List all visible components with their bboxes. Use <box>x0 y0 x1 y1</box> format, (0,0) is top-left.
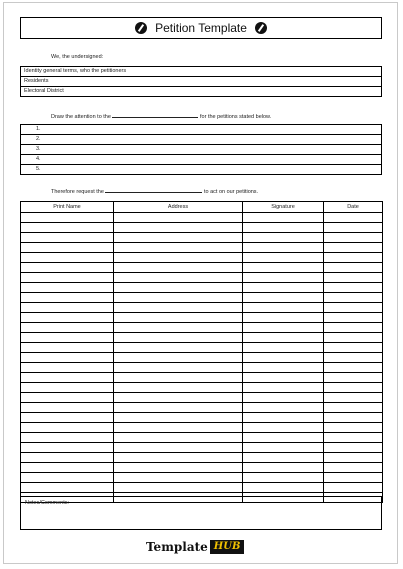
petition-item[interactable]: 4. <box>21 155 382 165</box>
petition-item[interactable]: 2. <box>21 135 382 145</box>
table-row <box>21 343 383 353</box>
info-row[interactable]: Identity general terms, who the petitioners <box>21 67 382 77</box>
signature-cell[interactable] <box>243 263 324 273</box>
petition-item[interactable]: 1. <box>21 125 382 135</box>
address-cell[interactable] <box>114 353 243 363</box>
notes-box[interactable] <box>20 496 382 530</box>
recipient-blank[interactable] <box>112 112 198 118</box>
signature-cell[interactable] <box>243 363 324 373</box>
address-cell[interactable] <box>114 443 243 453</box>
petition-item[interactable]: 5. <box>21 165 382 175</box>
print-name-cell[interactable] <box>21 233 114 243</box>
table-row <box>21 463 383 473</box>
table-row <box>21 453 383 463</box>
date-cell[interactable] <box>324 363 383 373</box>
table-row <box>21 263 383 273</box>
address-cell[interactable] <box>114 433 243 443</box>
request-line <box>51 187 258 195</box>
date-cell[interactable] <box>324 423 383 433</box>
date-cell[interactable] <box>324 233 383 243</box>
table-row <box>21 323 383 333</box>
signature-cell[interactable] <box>243 223 324 233</box>
signature-cell[interactable] <box>243 213 324 223</box>
table-row <box>21 233 383 243</box>
column-header-print-name: Print Name <box>21 202 114 213</box>
print-name-cell[interactable] <box>21 293 114 303</box>
date-cell[interactable] <box>324 393 383 403</box>
address-cell[interactable] <box>114 343 243 353</box>
print-name-cell[interactable] <box>21 303 114 313</box>
table-row <box>21 433 383 443</box>
draw-attention-line <box>51 112 271 120</box>
logo-badge: HUB <box>210 540 245 554</box>
notes-label: Notes/Comments: <box>25 500 70 506</box>
print-name-cell[interactable] <box>21 423 114 433</box>
print-name-cell[interactable] <box>21 273 114 283</box>
table-row <box>21 333 383 343</box>
column-header-signature: Signature <box>243 202 324 213</box>
address-cell[interactable] <box>114 273 243 283</box>
print-name-cell[interactable] <box>21 263 114 273</box>
signature-cell[interactable] <box>243 383 324 393</box>
print-name-cell[interactable] <box>21 393 114 403</box>
address-cell[interactable] <box>114 403 243 413</box>
petition-item[interactable]: 3. <box>21 145 382 155</box>
table-row <box>21 313 383 323</box>
authority-blank[interactable] <box>105 187 202 193</box>
signature-cell[interactable] <box>243 433 324 443</box>
signature-cell[interactable] <box>243 343 324 353</box>
date-cell[interactable] <box>324 243 383 253</box>
column-header-date: Date <box>324 202 383 213</box>
table-row <box>21 483 383 493</box>
date-cell[interactable] <box>324 253 383 263</box>
table-row <box>21 413 383 423</box>
title-box <box>20 17 382 39</box>
address-cell[interactable] <box>114 313 243 323</box>
print-name-cell[interactable] <box>21 313 114 323</box>
address-cell[interactable] <box>114 253 243 263</box>
address-cell[interactable] <box>114 473 243 483</box>
signature-cell[interactable] <box>243 333 324 343</box>
address-cell[interactable] <box>114 463 243 473</box>
address-cell[interactable] <box>114 383 243 393</box>
signature-cell[interactable] <box>243 233 324 243</box>
address-cell[interactable] <box>114 413 243 423</box>
table-row <box>21 293 383 303</box>
pen-icon <box>135 22 147 34</box>
print-name-cell[interactable] <box>21 223 114 233</box>
date-cell[interactable] <box>324 303 383 313</box>
date-cell[interactable] <box>324 463 383 473</box>
request-before: Therefore request the <box>51 189 104 195</box>
table-row <box>21 383 383 393</box>
page-title: Petition Template <box>155 21 247 35</box>
address-cell[interactable] <box>114 333 243 343</box>
address-cell[interactable] <box>114 263 243 273</box>
draw-attention-after: for the petitions stated below. <box>200 114 272 120</box>
signature-cell[interactable] <box>243 373 324 383</box>
print-name-cell[interactable] <box>21 353 114 363</box>
date-cell[interactable] <box>324 263 383 273</box>
logo-word: Template <box>146 540 208 554</box>
table-row <box>21 403 383 413</box>
date-cell[interactable] <box>324 453 383 463</box>
signature-cell[interactable] <box>243 313 324 323</box>
address-cell[interactable] <box>114 213 243 223</box>
print-name-cell[interactable] <box>21 363 114 373</box>
print-name-cell[interactable] <box>21 473 114 483</box>
print-name-cell[interactable] <box>21 213 114 223</box>
templatehub-logo <box>146 538 244 556</box>
table-row <box>21 353 383 363</box>
table-row <box>21 423 383 433</box>
signature-cell[interactable] <box>243 253 324 263</box>
date-cell[interactable] <box>324 333 383 343</box>
signature-cell[interactable] <box>243 273 324 283</box>
request-after: to act on our petitions. <box>203 189 259 195</box>
signature-cell[interactable] <box>243 413 324 423</box>
signature-cell[interactable] <box>243 403 324 413</box>
info-row[interactable]: Residents <box>21 77 382 87</box>
print-name-cell[interactable] <box>21 343 114 353</box>
print-name-cell[interactable] <box>21 253 114 263</box>
signature-cell[interactable] <box>243 453 324 463</box>
column-header-address: Address <box>114 202 243 213</box>
table-row <box>21 223 383 233</box>
signature-cell[interactable] <box>243 323 324 333</box>
print-name-cell[interactable] <box>21 413 114 423</box>
address-cell[interactable] <box>114 323 243 333</box>
print-name-cell[interactable] <box>21 483 114 493</box>
date-cell[interactable] <box>324 353 383 363</box>
print-name-cell[interactable] <box>21 323 114 333</box>
print-name-cell[interactable] <box>21 243 114 253</box>
print-name-cell[interactable] <box>21 373 114 383</box>
signature-cell[interactable] <box>243 353 324 363</box>
table-row <box>21 213 383 223</box>
address-cell[interactable] <box>114 233 243 243</box>
address-cell[interactable] <box>114 373 243 383</box>
address-cell[interactable] <box>114 423 243 433</box>
print-name-cell[interactable] <box>21 283 114 293</box>
date-cell[interactable] <box>324 343 383 353</box>
signature-cell[interactable] <box>243 473 324 483</box>
print-name-cell[interactable] <box>21 443 114 453</box>
intro-text: We, the undersigned: <box>51 54 104 60</box>
date-cell[interactable] <box>324 403 383 413</box>
address-cell[interactable] <box>114 363 243 373</box>
draw-attention-before: Draw the attention to the <box>51 114 111 120</box>
signature-cell[interactable] <box>243 483 324 493</box>
table-row <box>21 363 383 373</box>
signature-cell[interactable] <box>243 303 324 313</box>
table-row <box>21 253 383 263</box>
date-cell[interactable] <box>324 323 383 333</box>
petition-items-table <box>20 124 382 175</box>
date-cell[interactable] <box>324 213 383 223</box>
table-row <box>21 273 383 283</box>
info-row[interactable]: Electoral District <box>21 87 382 97</box>
print-name-cell[interactable] <box>21 333 114 343</box>
petitioner-info-table <box>20 66 382 97</box>
date-cell[interactable] <box>324 483 383 493</box>
date-cell[interactable] <box>324 433 383 443</box>
signature-cell[interactable] <box>243 463 324 473</box>
date-cell[interactable] <box>324 223 383 233</box>
table-row <box>21 393 383 403</box>
table-row <box>21 283 383 293</box>
signature-table-body <box>21 213 383 503</box>
address-cell[interactable] <box>114 393 243 403</box>
date-cell[interactable] <box>324 313 383 323</box>
signature-cell[interactable] <box>243 293 324 303</box>
table-row <box>21 373 383 383</box>
pen-icon <box>255 22 267 34</box>
date-cell[interactable] <box>324 293 383 303</box>
signature-cell[interactable] <box>243 423 324 433</box>
address-cell[interactable] <box>114 293 243 303</box>
signature-cell[interactable] <box>243 283 324 293</box>
signature-cell[interactable] <box>243 393 324 403</box>
date-cell[interactable] <box>324 373 383 383</box>
print-name-cell[interactable] <box>21 463 114 473</box>
print-name-cell[interactable] <box>21 383 114 393</box>
print-name-cell[interactable] <box>21 403 114 413</box>
print-name-cell[interactable] <box>21 453 114 463</box>
address-cell[interactable] <box>114 283 243 293</box>
date-cell[interactable] <box>324 273 383 283</box>
address-cell[interactable] <box>114 223 243 233</box>
date-cell[interactable] <box>324 473 383 483</box>
signature-table <box>20 201 383 503</box>
date-cell[interactable] <box>324 413 383 423</box>
signature-cell[interactable] <box>243 243 324 253</box>
print-name-cell[interactable] <box>21 433 114 443</box>
date-cell[interactable] <box>324 283 383 293</box>
address-cell[interactable] <box>114 303 243 313</box>
address-cell[interactable] <box>114 243 243 253</box>
table-row <box>21 473 383 483</box>
signature-cell[interactable] <box>243 443 324 453</box>
address-cell[interactable] <box>114 483 243 493</box>
table-row <box>21 443 383 453</box>
date-cell[interactable] <box>324 443 383 453</box>
table-row <box>21 243 383 253</box>
table-row <box>21 303 383 313</box>
date-cell[interactable] <box>324 383 383 393</box>
address-cell[interactable] <box>114 453 243 463</box>
